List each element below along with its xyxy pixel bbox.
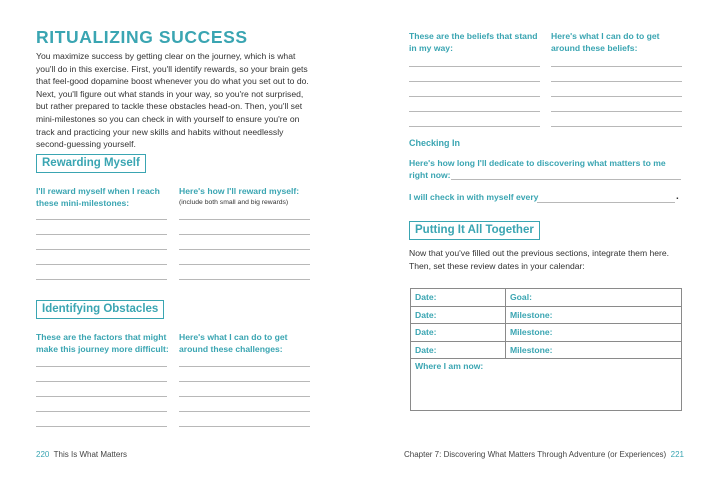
date-cell[interactable]: Date: <box>411 306 506 324</box>
milestone-cell[interactable]: Milestone: <box>506 341 682 359</box>
reward-how-line[interactable] <box>179 264 310 265</box>
reward-note: (include both small and big rewards) <box>179 199 289 206</box>
obstacles-factors-label: These are the factors that might make this journey more difficult: <box>36 332 169 354</box>
table-row <box>411 359 682 411</box>
chapter-title: Chapter 7: Discovering What Matters Through Adventure (or Experiences) <box>403 450 667 459</box>
page-title: RITUALIZING SUCCESS <box>36 27 248 47</box>
where-i-am-now-cell[interactable]: Where I am now: <box>411 359 682 411</box>
obstacle-factor-line[interactable] <box>36 381 167 382</box>
obstacle-solution-line[interactable] <box>179 366 310 367</box>
checking-in-prompt: Here's how long I'll dedicate to discovering what matters to me right now: <box>409 158 666 180</box>
reward-how-line[interactable] <box>179 279 310 280</box>
reward-how-line[interactable] <box>179 249 310 250</box>
left-page-number: 220 <box>36 450 50 459</box>
belief-solution-line[interactable] <box>551 111 682 112</box>
dedication-input-line[interactable] <box>451 179 681 180</box>
beliefs-label: These are the beliefs that stand in my way: <box>409 31 538 53</box>
reward-milestone-line[interactable] <box>36 234 167 235</box>
belief-line[interactable] <box>409 66 540 67</box>
reward-milestone-line[interactable] <box>36 249 167 250</box>
obstacle-factor-line[interactable] <box>36 411 167 412</box>
checking-in-heading: Checking In <box>409 138 461 148</box>
obstacle-solution-line[interactable] <box>179 381 310 382</box>
check-in-frequency-line[interactable] <box>537 202 675 203</box>
belief-line[interactable] <box>409 96 540 97</box>
milestone-cell[interactable]: Milestone: <box>506 324 682 342</box>
belief-line[interactable] <box>409 111 540 112</box>
table-row <box>411 324 682 342</box>
right-page <box>360 0 720 491</box>
reward-milestone-line[interactable] <box>36 219 167 220</box>
table-row <box>411 306 682 324</box>
belief-line[interactable] <box>409 126 540 127</box>
obstacle-factor-line[interactable] <box>36 366 167 367</box>
reward-how-label: Here's how I'll reward myself: <box>179 186 300 196</box>
obstacle-solution-line[interactable] <box>179 396 310 397</box>
right-page-number: 221 <box>670 450 684 459</box>
belief-solution-line[interactable] <box>551 66 682 67</box>
belief-solution-line[interactable] <box>551 126 682 127</box>
obstacle-solution-line[interactable] <box>179 411 310 412</box>
left-footer <box>36 450 127 459</box>
obstacles-heading: Identifying Obstacles <box>36 300 164 319</box>
obstacle-solution-line[interactable] <box>179 426 310 427</box>
reward-how-line[interactable] <box>179 219 310 220</box>
obstacle-factor-line[interactable] <box>36 396 167 397</box>
table-row <box>411 341 682 359</box>
review-dates-table <box>410 288 682 411</box>
reward-milestones-label: I'll reward myself when I reach these mini-milestones: <box>36 186 160 208</box>
obstacles-solutions-label: Here's what I can do to get around these challenges: <box>179 332 288 354</box>
date-cell[interactable]: Date: <box>411 289 506 307</box>
putting-together-text: Now that you've filled out the previous sections, integrate them here. Then, set these review dates in your calendar: <box>409 248 670 271</box>
date-cell[interactable]: Date: <box>411 324 506 342</box>
belief-solution-line[interactable] <box>551 81 682 82</box>
date-cell[interactable]: Date: <box>411 341 506 359</box>
milestone-cell[interactable]: Milestone: <box>506 306 682 324</box>
book-title: This Is What Matters <box>53 450 128 459</box>
goal-cell[interactable]: Goal: <box>506 289 682 307</box>
obstacle-factor-line[interactable] <box>36 426 167 427</box>
beliefs-solutions-label: Here's what I can do to get around these beliefs: <box>551 31 660 53</box>
right-footer <box>404 450 684 459</box>
reward-milestone-line[interactable] <box>36 264 167 265</box>
reward-how-line[interactable] <box>179 234 310 235</box>
check-in-prompt: I will check in with myself every <box>409 192 539 202</box>
table-row <box>411 289 682 307</box>
putting-together-heading: Putting It All Together <box>409 221 540 240</box>
reward-milestone-line[interactable] <box>36 279 167 280</box>
intro-paragraph: You maximize success by getting clear on the journey, which is what you'll do in this exercise. First, you'll identify rewards, so your brain gets that feel-good dopamine boost whenever you do what you set out to do. Next, you'll figure out what stands in your way, so you're not surprised, but rather prepared to tackle these obstacles head-on. Then, you'll set mini-milestones so you can check in with yourself to ensure you're on track and practicing your new skills and habits without needlessly second-guessing yourself. <box>36 51 309 150</box>
sentence-period: . <box>676 191 679 202</box>
belief-solution-line[interactable] <box>551 96 682 97</box>
belief-line[interactable] <box>409 81 540 82</box>
rewarding-heading: Rewarding Myself <box>36 154 146 173</box>
